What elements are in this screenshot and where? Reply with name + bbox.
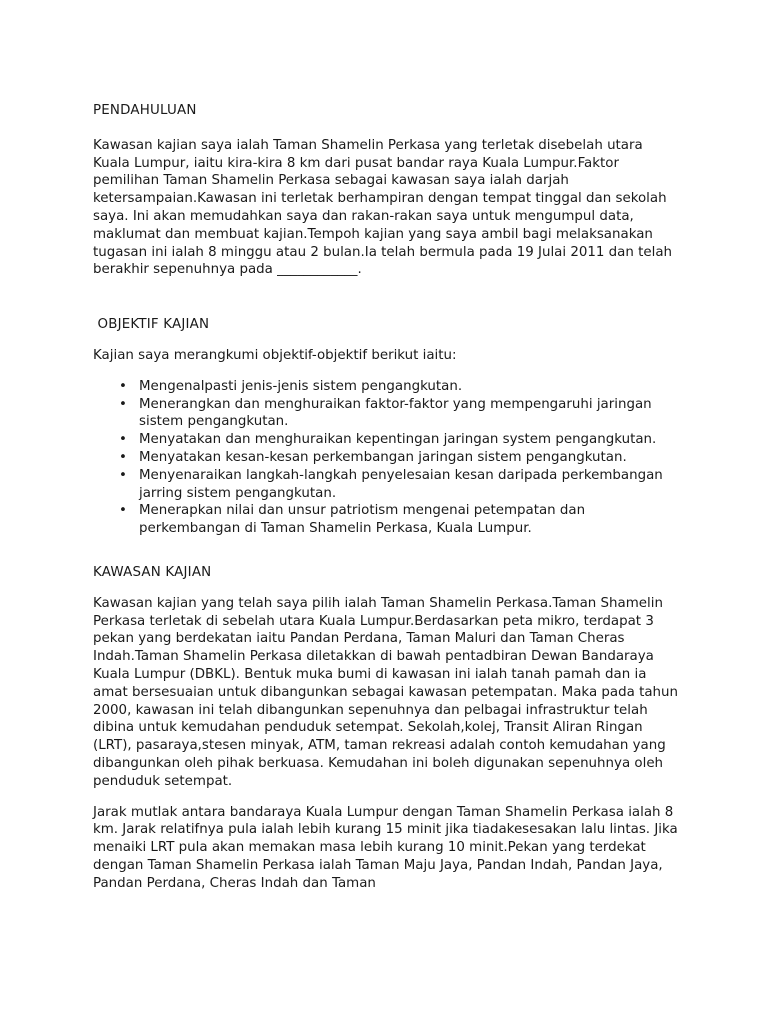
list-item-text: Menerangkan dan menghuraikan faktor-faktor yang mempengaruhi jaringan sistem pengangkutan.	[139, 396, 652, 430]
list-item-text: Menyenaraikan langkah-langkah penyelesaian kesan daripada perkembangan jarring sistem pengangkutan.	[139, 467, 663, 501]
paragraph-kawasan-2: Jarak mutlak antara bandaraya Kuala Lumpur dengan Taman Shamelin Perkasa ialah 8 km. Jarak relatifnya pula ialah lebih kurang 15 minit jika tiadakesesakan lalu lintas. Jika menaiki LRT pula akan memakan masa lebih kurang 10 minit.Pekan yang terdekat dengan Taman Shamelin Perkasa ialah Taman Maju Jaya, Pandan Indah, Pandan Jaya, Pandan Perdana, Cheras Indah dan Taman	[93, 804, 678, 891]
bullet-icon: •	[119, 503, 127, 519]
paragraph-kawasan-1: Kawasan kajian yang telah saya pilih ialah Taman Shamelin Perkasa.Taman Shamelin Perkasa terletak di sebelah utara Kuala Lumpur.Berdasarkan peta mikro, terdapat 3 pekan yang berdekatan iaitu Pandan Perdana, Taman Maluri dan Taman Cheras Indah.Taman Shamelin Perkasa diletakkan di bawah pentadbiran Dewan Bandaraya Kuala Lumpur (DBKL). Bentuk muka bumi di kawasan ini ialah tanah pamah dan ia amat bersesuaian untuk dibangunkan sebagai kawasan petempatan. Maka pada tahun 2000, kawasan ini telah dibangunkan sepenuhnya dan pelbagai infrastruktur telah dibina untuk kemudahan penduduk setempat. Sekolah,kolej, Transit Aliran Ringan (LRT), pasaraya,stesen minyak, ATM, taman rekreasi adalah contoh kemudahan yang dibangunkan oleh pihak berkuasa. Kemudahan ini boleh digunakan sepenuhnya oleh penduduk setempat.	[93, 595, 679, 789]
list-item	[93, 502, 683, 538]
list-item	[93, 449, 683, 467]
document-body	[93, 102, 683, 892]
bullet-icon: •	[119, 467, 127, 483]
bullet-icon: •	[119, 378, 127, 394]
bullet-icon: •	[119, 432, 127, 448]
objektif-list	[93, 378, 683, 538]
heading-kawasan-kajian: KAWASAN KAJIAN	[93, 564, 212, 580]
list-item-text: Mengenalpasti jenis-jenis sistem pengangkutan.	[139, 378, 463, 394]
bullet-icon: •	[119, 396, 127, 412]
paragraph-pendahuluan: Kawasan kajian saya ialah Taman Shamelin Perkasa yang terletak disebelah utara Kuala Lumpur, iaitu kira-kira 8 km dari pusat bandar raya Kuala Lumpur.Faktor pemilihan Taman Shamelin Perkasa sebagai kawasan saya ialah darjah ketersampaian.Kawasan ini terletak berhampiran dengan tempat tinggal dan sekolah saya. Ini akan memudahkan saya dan rakan-rakan saya untuk mengumpul data, maklumat dan membuat kajian.Tempoh kajian yang saya ambil bagi melaksanakan tugasan ini ialah 8 minggu atau 2 bulan.Ia telah bermula pada 19 Julai 2011 dan telah berakhir sepenuhnya pada ____________.	[93, 137, 673, 278]
list-item	[93, 396, 683, 432]
objektif-intro: Kajian saya merangkumi objektif-objektif berikut iaitu:	[93, 347, 457, 363]
list-item-text: Menyatakan dan menghuraikan kepentingan jaringan system pengangkutan.	[139, 432, 657, 448]
list-item	[93, 467, 683, 503]
list-item	[93, 378, 683, 396]
list-item	[93, 431, 683, 449]
bullet-icon: •	[119, 449, 127, 465]
list-item-text: Menyatakan kesan-kesan perkembangan jaringan sistem pengangkutan.	[139, 449, 627, 465]
heading-pendahuluan: PENDAHULUAN	[93, 103, 197, 118]
list-item-text: Menerapkan nilai dan unsur patriotism mengenai petempatan dan perkembangan di Taman Shamelin Perkasa, Kuala Lumpur.	[139, 503, 586, 537]
heading-objektif-kajian: OBJEKTIF KAJIAN	[93, 317, 210, 333]
